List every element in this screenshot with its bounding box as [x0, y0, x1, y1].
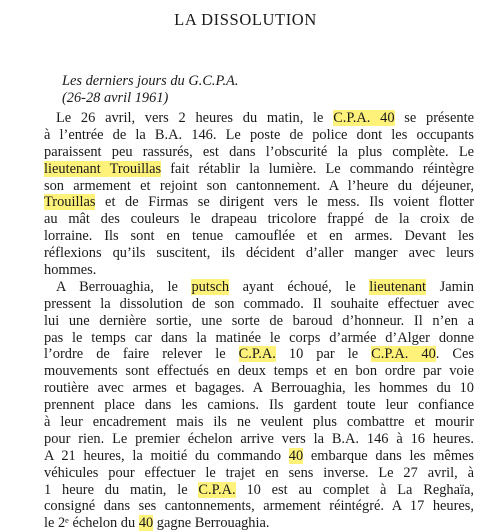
- text-run: lui une dernière sortie, une sorte de baroud d’honneur. Il n’en a: [44, 312, 474, 329]
- text-line: [44, 515, 474, 532]
- subheading-line-2: (26-28 avril 1961): [62, 89, 169, 106]
- text-line: [44, 330, 474, 347]
- text-run: l’ordre de faire relever le: [44, 346, 239, 363]
- text-line: [44, 397, 474, 414]
- text-run: se présente: [394, 110, 474, 126]
- text-run: 1 heure du matin, le: [44, 481, 199, 498]
- text-run: fait rétablir la lumière. Le commando réintègre: [161, 160, 474, 177]
- text-line: [44, 431, 474, 448]
- paragraph: [44, 279, 474, 532]
- text-line: [44, 313, 474, 330]
- text-run: mouvements sont effectués en deux temps et en bon ordre par voie: [44, 363, 474, 380]
- highlighted-text: putsch: [191, 278, 230, 295]
- text-run: à l’entrée de la B.A. 146. Le poste de police dont les occupants: [44, 126, 474, 143]
- text-line: [44, 414, 474, 431]
- text-run: paraissent peu rassurés, est dans l’obscurité la plus complète. Le: [44, 143, 474, 160]
- text-line: [44, 465, 474, 482]
- highlighted-text: C.P.A.: [238, 346, 276, 363]
- text-run: . Ces: [435, 346, 474, 363]
- text-run: pas le temps car dans la matinée le corps d’armée d’Alger donne: [44, 329, 474, 346]
- text-line: [44, 211, 474, 228]
- highlighted-text: lieutenant Trouillas: [44, 160, 162, 177]
- highlighted-text: lieutenant: [369, 278, 427, 295]
- text-line: [44, 144, 474, 161]
- text-line: [44, 448, 474, 465]
- highlighted-text: 40: [138, 515, 154, 532]
- text-line: [44, 262, 474, 279]
- text-run: Jamin: [426, 278, 474, 295]
- text-line: [44, 482, 474, 499]
- text-run: pressent la dissolution de son commado. Il souhaite effectuer avec: [44, 295, 474, 312]
- text-run: ayant échoué, le: [229, 278, 370, 295]
- highlighted-text: C.P.A.: [198, 481, 236, 498]
- text-run: consigné dans ses cantonnements, armement réintégré. A 17 heures,: [44, 498, 474, 515]
- subheading-line-1: Les derniers jours du G.C.P.A.: [62, 73, 239, 89]
- text-run: pour rien. Le premier échelon arrive vers la B.A. 146 à 16 heures.: [44, 430, 474, 447]
- text-run: le 2ᵉ échelon du: [44, 515, 139, 532]
- text-run: embarque dans les mêmes: [303, 447, 474, 464]
- highlighted-text: Trouillas: [44, 194, 96, 211]
- text-run: 10 par le: [275, 346, 372, 363]
- text-line: [44, 363, 474, 380]
- text-run: à leur encadrement mais ils ne veulent plus combattre et mourir: [44, 414, 474, 431]
- text-line: [44, 228, 474, 245]
- text-run: lorraine. Ils sont en tenue camouflée et en armes. Devant les: [44, 228, 474, 245]
- text-run: et de Firmas se dirigent vers le mess. Ils voient flotter: [95, 194, 474, 211]
- text-line: [44, 296, 474, 313]
- highlighted-text: C.P.A. 40: [371, 346, 436, 363]
- highlighted-text: 40: [288, 447, 304, 464]
- text-run: son armement et rejoint son cantonnement. A l’heure du déjeuner,: [44, 177, 474, 194]
- text-line: [44, 110, 474, 127]
- text-run: Le 26 avril, vers 2 heures du matin, le: [56, 110, 334, 126]
- text-run: réflexions qu’ils suscitent, ils décident d’aller manger avec leurs: [44, 245, 474, 262]
- text-run: A Berrouaghia, le: [56, 278, 192, 295]
- text-line: [44, 161, 474, 178]
- body-text: [44, 110, 474, 532]
- text-run: hommes.: [44, 262, 97, 279]
- text-line: [44, 194, 474, 211]
- text-run: 10 est au complet à La Reghaïa,: [235, 481, 475, 498]
- text-line: [44, 245, 474, 262]
- text-line: [44, 127, 474, 144]
- text-line: [44, 346, 474, 363]
- section-subheading: [62, 73, 238, 106]
- text-line: [44, 380, 474, 397]
- text-line: [44, 279, 474, 296]
- text-line: [44, 498, 474, 515]
- text-run: au mât des couleurs le drapeau tricolore frappé de la croix de: [44, 211, 474, 228]
- text-run: véhicules pour effectuer le trajet en sens inverse. Le 27 avril, à: [44, 464, 474, 481]
- text-run: gagne Berrouaghia.: [153, 515, 270, 532]
- text-line: [44, 178, 474, 195]
- text-run: routière avec armes et bagages. A Berrouaghia, les hommes du 10: [44, 380, 474, 397]
- text-run: A 21 heures, la moitié du commando: [44, 447, 289, 464]
- chapter-title: LA DISSOLUTION: [174, 10, 317, 29]
- paragraph: [44, 110, 474, 279]
- highlighted-text: C.P.A. 40: [333, 110, 395, 126]
- text-run: prennent place dans les camions. Ils gardent toute leur confiance: [44, 397, 474, 414]
